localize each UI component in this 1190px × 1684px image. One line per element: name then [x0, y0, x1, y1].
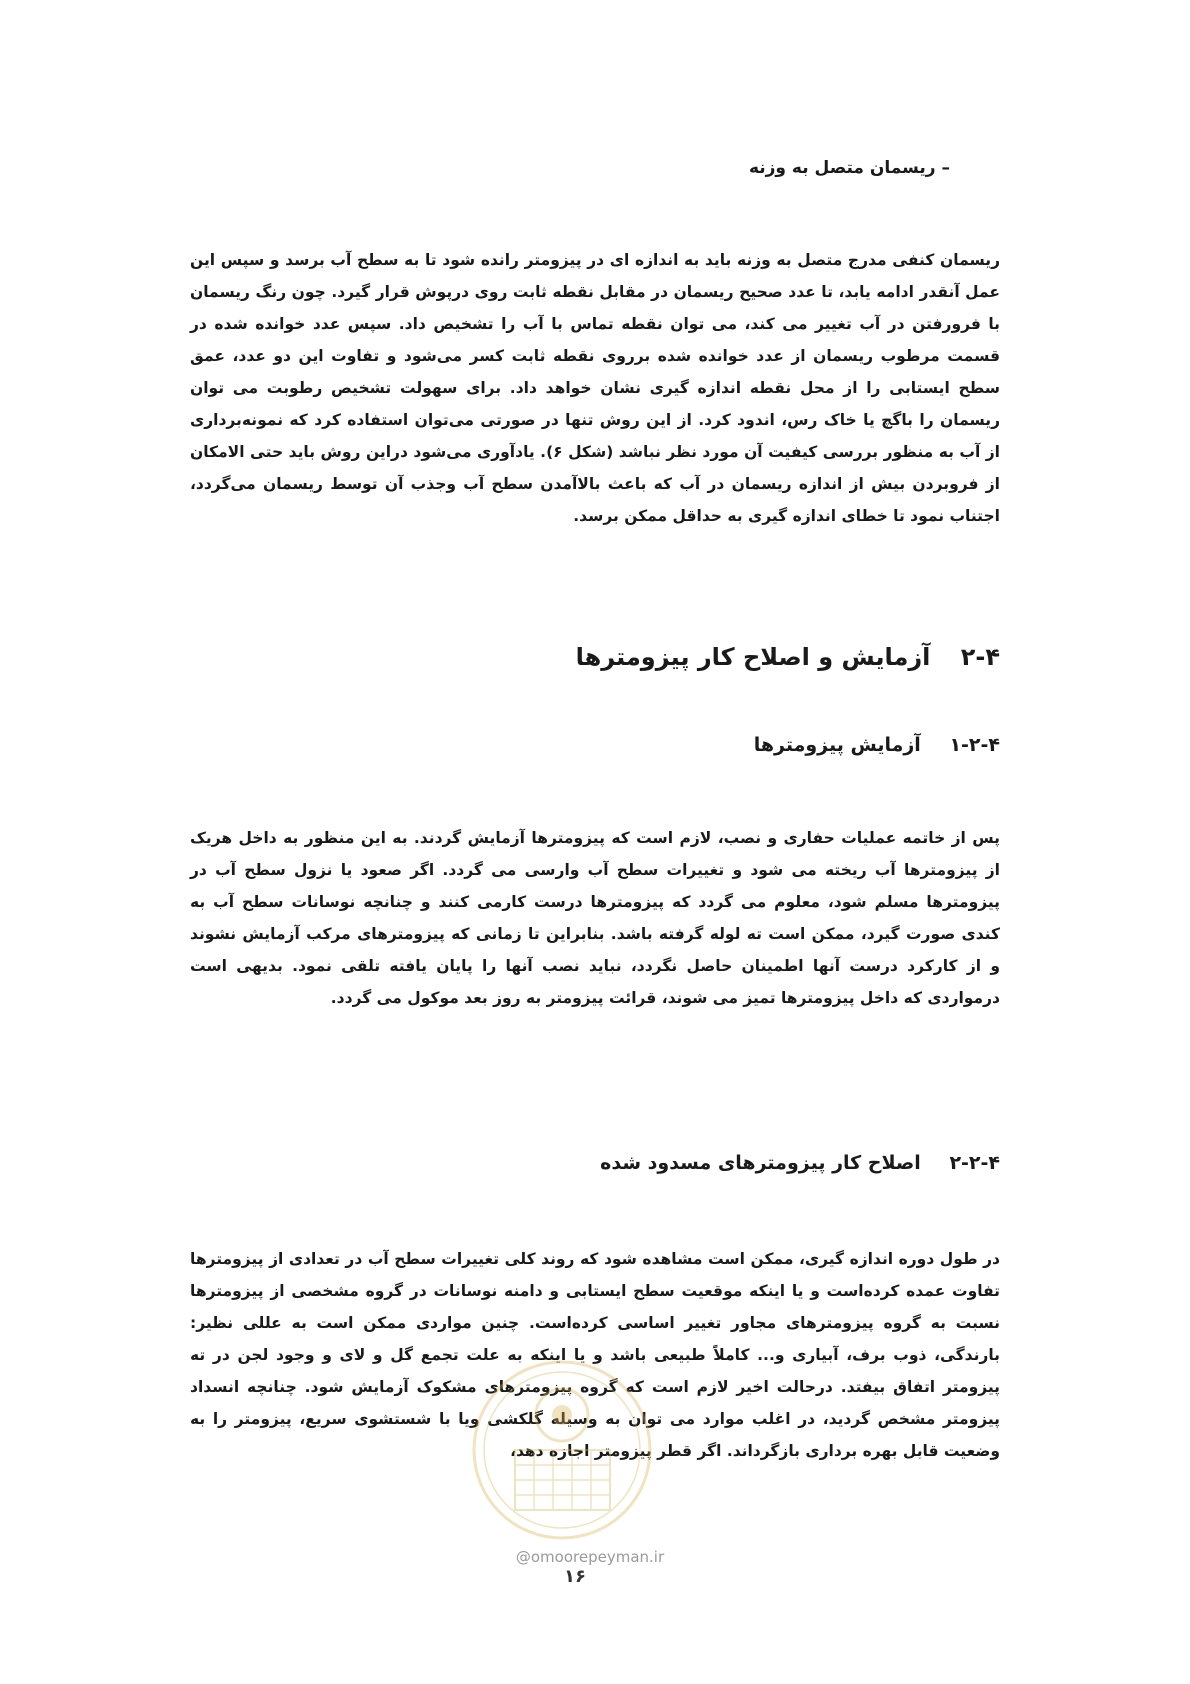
- paragraph-repair: در طول دوره اندازه گیری، ممکن است مشاهده شود که روند کلی تغییرات سطح آب در تعدادی از پیزومترها تفاوت عمده کرده‌است و یا اینکه موقعیت سطح ایستابی و دامنه نوسانات در گروه مشخصی از پیزومترها نسبت به گروه پیزومترهای مجاور تغییر اساسی کرده‌است. چنین مواردی ممکن است به عللی نظیر: بارندگی، ذوب برف، آبیاری و... کاملاً طبیعی باشد و یا اینکه به علت تجمع گل و لای و وجود لجن در ته پیزومتر اتفاق بیفتد. درحالت اخیر لازم است که گروه پیزومترهای مشکوک آزمایش شود. چنانچه انسداد پیزومتر مشخص گردید، در اغلب موارد می توان به وسیله گلکشی ویا با شستشوی سریع، پیزومتر را به وضعیت قابل بهره برداری بازگرداند. اگر قطر پیزومتر اجازه دهد،: [190, 1250, 1000, 1460]
- subsection-heading-testing: [190, 730, 1000, 760]
- subsection-title: آزمایش پیزومترها: [753, 734, 921, 756]
- subsection-number: ۲-۲-۴: [949, 1152, 1000, 1174]
- section-number: ۲-۴: [960, 643, 1000, 671]
- subsection-title: اصلاح کار پیزومترهای مسدود شده: [600, 1152, 921, 1174]
- section-heading: [190, 640, 1000, 674]
- section-title: آزمایش و اصلاح کار پیزومترها: [575, 643, 931, 671]
- bullet-item: – ریسمان متصل به وزنه: [748, 158, 950, 178]
- watermark-url: @omoorepeyman.ir: [515, 1548, 665, 1566]
- watermark-logo-icon: [470, 1355, 655, 1545]
- subsection-number: ۱-۲-۴: [949, 734, 1000, 756]
- paragraph-rope-method: ریسمان کنفی مدرج متصل به وزنه باید به اندازه ای در پیزومتر رانده شود تا به سطح آب برسد و سپس این عمل آنقدر ادامه یابد، تا عدد صحیح ریسمان در مقابل نقطه ثابت روی درپوش قرار گیرد. چون رنگ ریسمان با فرورفتن در آب تغییر می کند، می توان نقطه تماس با آب را تشخیص داد. سپس عدد خوانده شده در قسمت مرطوب ریسمان از عدد خوانده شده برروی نقطه ثابت کسر می‌شود و تفاوت این دو عدد، عمق سطح ایستابی را از محل نقطه اندازه گیری نشان خواهد داد. برای سهولت تشخیص رطوبت می توان ریسمان را باگچ یا خاک رس، اندود کرد. از این روش تنها در صورتی می‌توان استفاده کرد که نمونه‌برداری از آب به منظور بررسی کیفیت آن مورد نظر نباشد (شکل ۶). یادآوری می‌شود دراین روش باید حتی الامکان از فروبردن بیش از اندازه ریسمان در آب که باعث بالاآمدن سطح آب وجذب آن توسط ریسمان می‌گردد، اجتناب نمود تا خطای اندازه گیری به حداقل ممکن برسد.: [190, 251, 1000, 525]
- page-number: ۱۶: [564, 1566, 586, 1587]
- paragraph-testing: پس از خاتمه عملیات حفاری و نصب، لازم است که پیزومترها آزمایش گردند. به این منظور به داخل هریک از پیزومترها آب ریخته می شود و تغییرات سطح آب وارسی می گردد. اگر صعود یا نزول سطح آب در پیزومترها مسلم شود، معلوم می گردد که پیزومترها درست کارمی کنند و چنانچه نوسانات سطح آب به کندی صورت گیرد، ممکن است ته لوله گرفته باشد. بنابراین تا زمانی که پیزومترهای مرکب آزمایش نشوند و از کارکرد درست آنها اطمینان حاصل نگردد، نباید نصب آنها را پایان یافته تلقی نمود. بدیهی است درمواردی که داخل پیزومترها تمیز می شوند، قرائت پیزومتر به روز بعد موکول می گردد.: [190, 829, 1000, 1007]
- subsection-heading-repair: [190, 1148, 1000, 1178]
